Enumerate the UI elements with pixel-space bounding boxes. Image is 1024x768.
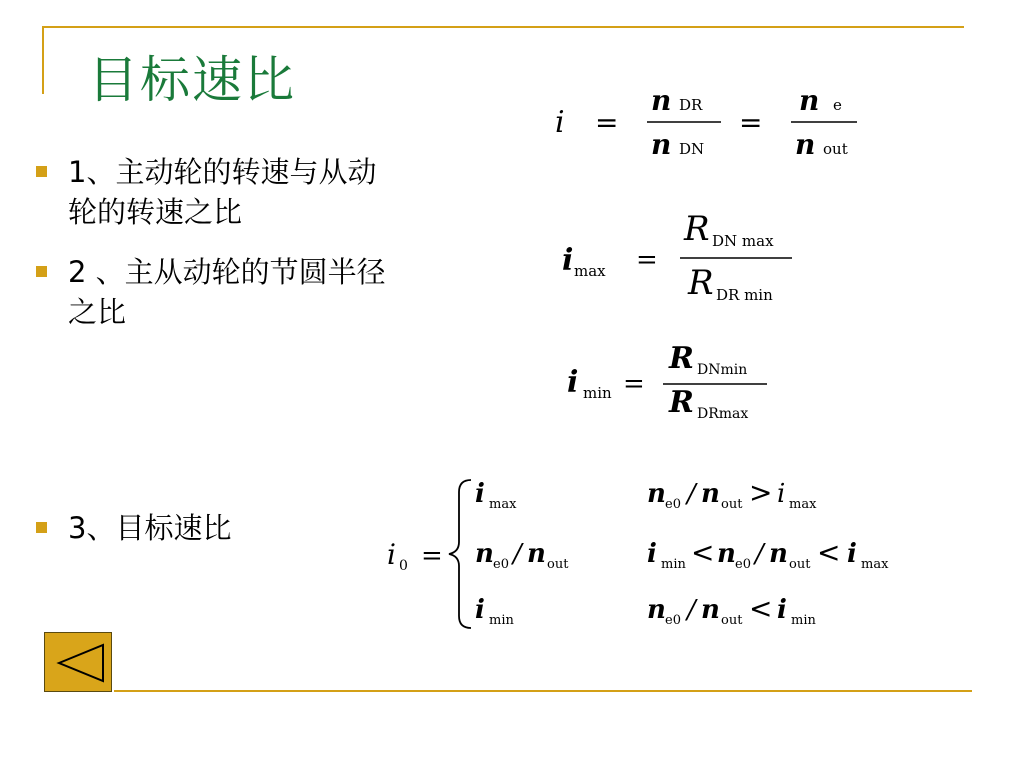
svg-text:i: i [562, 243, 574, 278]
svg-text:max: max [789, 497, 817, 512]
svg-text:min: min [583, 384, 612, 402]
svg-text:/: / [513, 539, 522, 569]
svg-text:out: out [721, 497, 743, 512]
svg-text:<: < [749, 592, 773, 625]
svg-text:e0: e0 [735, 557, 751, 572]
svg-text:max: max [574, 262, 606, 280]
svg-text:n: n [701, 595, 720, 625]
frame-bottom-line [114, 690, 972, 692]
svg-text:n: n [527, 539, 546, 569]
svg-text:DN: DN [679, 140, 705, 158]
formula-target-ratio [385, 470, 950, 635]
svg-text:e0: e0 [665, 613, 681, 628]
bullet-text: 3、目标速比 [68, 511, 232, 545]
svg-text:DR min: DR min [716, 286, 773, 304]
svg-text:i: i [777, 595, 787, 625]
svg-text:i: i [555, 105, 565, 140]
svg-text:DRmax: DRmax [697, 406, 749, 422]
formula-speed-ratio [553, 70, 863, 180]
svg-text:DN max: DN max [712, 232, 774, 250]
svg-text:out: out [721, 613, 743, 628]
svg-text:>: > [749, 476, 773, 509]
svg-text:/: / [687, 595, 696, 625]
svg-text:n: n [717, 539, 736, 569]
svg-text:R: R [688, 263, 714, 303]
svg-text:DNmin: DNmin [697, 362, 748, 378]
svg-text:=: = [636, 245, 658, 275]
svg-text:=: = [739, 106, 763, 139]
svg-text:DR: DR [679, 96, 703, 114]
svg-text:0: 0 [399, 558, 408, 574]
svg-text:R: R [684, 209, 710, 249]
svg-text:i: i [475, 595, 485, 625]
svg-text:n: n [769, 539, 788, 569]
slide-title: 目标速比 [88, 51, 296, 109]
svg-text:n: n [651, 128, 672, 161]
svg-text:n: n [701, 479, 720, 509]
svg-text:max: max [489, 497, 517, 512]
svg-text:n: n [799, 84, 820, 117]
svg-text:i: i [847, 539, 857, 569]
svg-text:e0: e0 [493, 557, 509, 572]
svg-text:<: < [817, 536, 841, 569]
svg-text:/: / [755, 539, 764, 569]
svg-text:min: min [489, 613, 514, 628]
svg-text:min: min [791, 613, 816, 628]
svg-text:i: i [475, 479, 485, 509]
svg-text:/: / [687, 479, 696, 509]
svg-text:out: out [547, 557, 569, 572]
svg-text:i: i [777, 479, 786, 509]
frame-left-line [42, 26, 44, 94]
svg-text:R: R [669, 341, 694, 376]
svg-text:n: n [647, 595, 666, 625]
svg-text:i: i [567, 365, 579, 400]
formula-i-max [560, 200, 800, 310]
svg-text:max: max [861, 557, 889, 572]
svg-text:min: min [661, 557, 686, 572]
svg-text:<: < [691, 536, 715, 569]
svg-text:e0: e0 [665, 497, 681, 512]
svg-text:n: n [795, 128, 816, 161]
svg-text:=: = [421, 541, 443, 571]
svg-text:R: R [669, 385, 694, 420]
bullet-text: 2 、主从动轮的节圆半径之比 [68, 255, 386, 329]
bullet-square-icon [36, 266, 47, 277]
back-button[interactable] [44, 632, 112, 692]
svg-text:out: out [823, 140, 848, 158]
frame-top-line [42, 26, 964, 28]
triangle-left-icon [45, 633, 113, 693]
formula-i-min [565, 340, 775, 425]
bullet-square-icon [36, 522, 47, 533]
svg-text:=: = [595, 106, 619, 139]
svg-text:=: = [623, 369, 645, 399]
bullet-square-icon [36, 166, 47, 177]
svg-text:n: n [647, 479, 666, 509]
bullet-text: 1、主动轮的转速与从动轮的转速之比 [68, 155, 377, 229]
svg-text:out: out [789, 557, 811, 572]
svg-text:n: n [475, 539, 494, 569]
svg-text:i: i [387, 538, 396, 571]
svg-text:n: n [651, 84, 672, 117]
svg-text:e: e [833, 96, 842, 114]
svg-text:i: i [647, 539, 657, 569]
